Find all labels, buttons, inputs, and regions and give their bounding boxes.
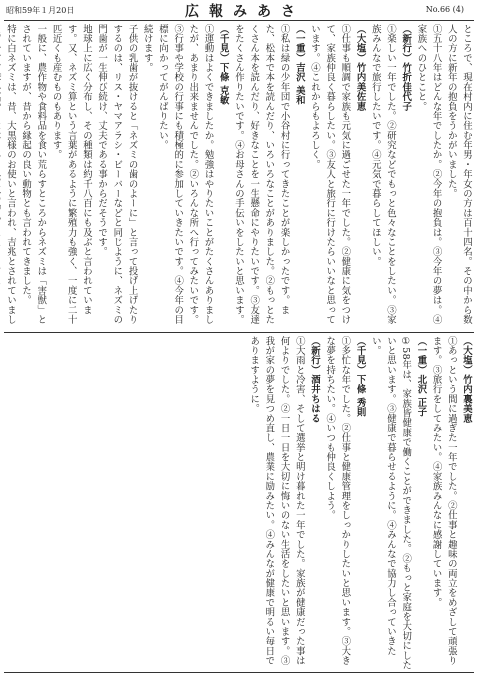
lower-section [4,336,474,670]
page-header [0,0,478,22]
header-issue: No.66 (4) [425,5,464,14]
section-divider [4,332,474,333]
header-date: 昭和59年１月20日 [6,6,75,15]
lower-text-column [4,336,474,670]
interviewee-name: （新行）酒井ちはる [308,336,320,424]
upper-paragraph: ①五十八年はどんな年でしたか。②今年の抱負は。③今年の夢は。④家族へのひとこと。 [415,24,442,325]
interviewee-name: （大塩）竹内美佐恵 [354,24,366,112]
upper-paragraph: 続けます。 [141,24,153,73]
interview-answer: ①楽しい一年でした。②研究などでもっと色々なことをしたい。③家族みんなで旅行したいです。④元気で暮らしてほしい。 [369,24,396,325]
interview-answer: ①あっという間に過ぎた一年でした。②仕事と趣味の両立をめざして頑張ります。③旅行をしてみたい。④家族みんなに感謝しています。 [430,336,457,666]
interview-answer: ①仕事も順調で家族も元気に過ごせた一年でした。②健康に気をつけて、家族仲良く暮らしたい。③友人と旅行に行けたらいいなと思っています。④これからもよろしく。 [308,24,351,325]
upper-text-column [4,24,474,330]
footer-rule [4,672,474,673]
upper-paragraph: 子供の乳歯が抜けると「ネズミの歯のよーに」と言って投げ上げたりするのは、リス・ヤマアラシ・ビーバーなどと同じように、ネズミの門歯が一生伸び続け、丈夫である事からだそうです。 [96,24,138,325]
interview-answer: ①多忙な年でした。②仕事と健康管理をしっかりしたいと思います。③大きな夢を持ちたい。④いつも仲良くしよう。 [324,336,351,666]
upper-paragraph: ところで、現在村内に住む年男・年女の方は百十四名。その中から数人の方に新年の抱負をうかがいました。 [445,24,472,325]
interview-answer: ①私は緑の少年団で小谷村に行ってきたことが楽しかったです。また、松本で本を読んだり、いろいろなことがありました。②もっとたくさん本を読んだり、好きなことを一生懸命にやりたいです。③友達をたくさん作りたいです。④お母さんの手伝いをしたいと思います。 [232,24,290,325]
interviewee-name: （一重）吉沢 美和 [293,24,305,106]
upper-paragraph: 一般に、農作物や食料品を食い荒らすところからネズミは「害獣」とされていますが、昔から縁起の良い動物とも言われてきました。 [20,24,47,325]
upper-paragraph: 特に白ネズミは、昔、大黒様のお使いと言われ、吉兆とされていまし [4,24,16,325]
header-title: 広報みあさ [185,4,305,20]
interview-answer: ①運動はよくできましたか。勉強はやりたいことがたくさんありましたが、あまり出来ませんでした。②いろんな所へ行ってみたいです。③行事や学校の行事にも積極的に参加していきたいです。④今年の目標に向かってがんばりたい。 [156,24,214,325]
interviewee-name: （千見）下條 秀則 [354,336,366,418]
interview-answer: ①58年は、家族皆健康で働くことができました。②もっと家庭を大切にしたいと思います。③健康で暮らせるように。④みんなで協力し合っていきたい。 [369,336,412,670]
interviewee-name: （千見）下條 克敏 [217,24,229,106]
interviewee-name: （一重）北沢 正子 [415,336,427,418]
interviewee-name: （新行）竹折佳代子 [400,24,412,112]
header-rule [4,20,474,21]
upper-section [4,24,474,330]
upper-paragraph: 地球上に広く分布し、その種類は約千八百にも及ぶと言われています。又、ネズミ算という言葉があるように繁殖力も強く、一度に二十匹近くも産むものもあります。 [50,24,92,325]
interviewee-name: （大塩）竹内裏美恵 [461,336,472,424]
interview-answer: ①大雨と冷害、そして選挙と明け暮れた一年でした。家族が健康だった事は何よりでした。②一日一日を大切に悔いのない生活をしたいと思います。③我が家の夢を見つめ直し、農業に励みたい。④みんなが健康で明るい毎日でありますように。 [248,336,305,666]
